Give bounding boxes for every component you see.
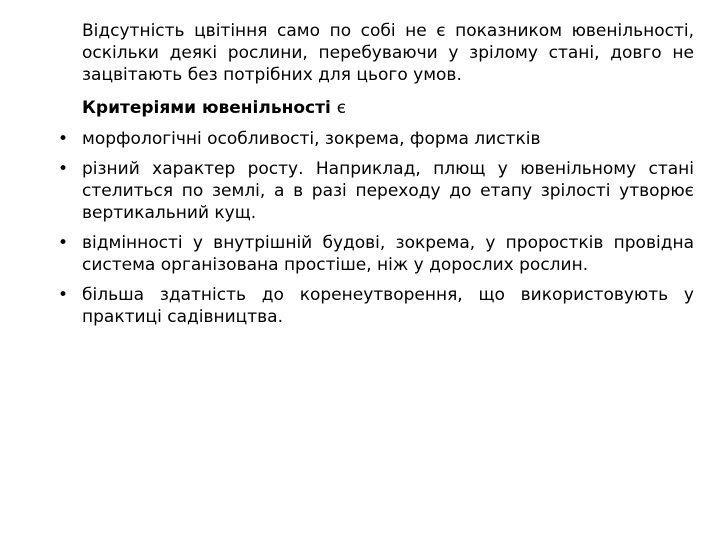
list-item-text: відмінності у внутрішній будові, зокрема, у проростків провідна система організована простіше, ніж у дорослих рослин. (82, 233, 694, 275)
list-item (58, 158, 694, 224)
criteria-heading (58, 97, 694, 119)
criteria-label: Критеріями ювенільності (82, 98, 331, 118)
slide-content (58, 20, 694, 336)
list-item-text: морфологічні особливості, зокрема, форма листків (82, 129, 541, 149)
list-item (58, 128, 694, 150)
bullet-icon: • (58, 129, 69, 149)
list-item-text: різний характер росту. Наприклад, плющ у ювенільному стані стелиться по землі, а в разі переходу до етапу зрілості утворює вертикальний кущ. (82, 159, 694, 223)
list-item (58, 284, 694, 328)
criteria-list (58, 128, 694, 328)
bullet-icon: • (58, 285, 69, 305)
list-item (58, 232, 694, 276)
list-item-text: більша здатність до коренеутворення, що використовують у практиці садівництва. (82, 285, 694, 327)
bullet-icon: • (58, 233, 69, 253)
criteria-suffix: є (336, 98, 347, 118)
bullet-icon: • (58, 159, 69, 179)
intro-paragraph: Відсутність цвітіння само по собі не є показником ювенільності, оскільки деякі рослини, перебуваючи у зрілому стані, довго не зацвітають без потрібних для цього умов. (82, 21, 694, 85)
